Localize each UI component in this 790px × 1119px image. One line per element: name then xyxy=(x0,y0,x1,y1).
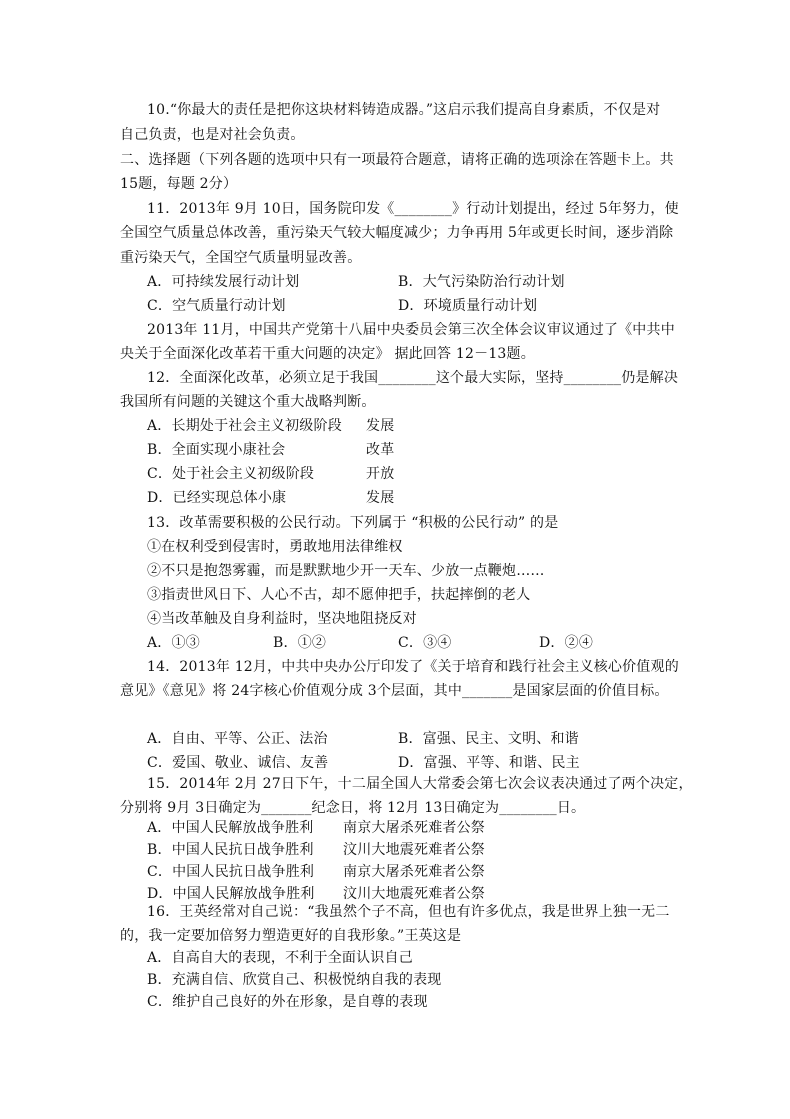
option-q12_options-answer: 发展 xyxy=(366,490,395,506)
option-q13: A．①③ xyxy=(147,635,200,651)
text-line: 重污染天气，全国空气质量明显改善。 xyxy=(120,250,362,266)
text-line: ④当改革触及自身利益时，坚决地阻挠反对 xyxy=(147,611,417,627)
option-q12_options: A．长期处于社会主义初级阶段 xyxy=(147,418,342,434)
text-line: 分别将 9月 3日确定为_______纪念日，将 12月 13日确定为________日。 xyxy=(120,800,586,816)
option-q14: D．富强、平等、和谐、民主 xyxy=(398,755,580,771)
option-q15_options-answer: 汶川大地震死难者公祭 xyxy=(343,842,485,858)
text-line: 10.“你最大的责任是把你这块材料铸造成器。”这启示我们提高自身素质，不仅是对 xyxy=(147,102,661,118)
option-q13: D．②④ xyxy=(539,635,594,651)
text-line: 16．王英经常对自己说：“我虽然个子不高，但也有许多优点，我是世界上独一无二 xyxy=(147,904,670,920)
text-line: 自己负责，也是对社会负责。 xyxy=(120,127,305,143)
option-q11: C．空气质量行动计划 xyxy=(147,298,286,314)
text-line: 13．改革需要积极的公民行动。下列属于 “积极的公民行动” 的是 xyxy=(147,515,559,531)
option-q12_options-answer: 改革 xyxy=(366,442,395,458)
option-q14: B．富强、民主、文明、和谐 xyxy=(398,731,579,747)
text-line: C．维护自己良好的外在形象，是自尊的表现 xyxy=(147,994,428,1010)
option-q15_options-answer: 南京大屠杀死难者公祭 xyxy=(343,864,485,880)
option-q12_options-answer: 发展 xyxy=(366,418,395,434)
text-line: ③指责世风日下、人心不古，却不愿伸把手，扶起摔倒的老人 xyxy=(147,587,531,603)
option-q12_options: B．全面实现小康社会 xyxy=(147,442,286,458)
option-q14: C．爱国、敬业、诚信、友善 xyxy=(147,755,329,771)
option-q12_options: C．处于社会主义初级阶段 xyxy=(147,466,315,482)
text-line: 11．2013年 9月 10日，国务院印发《________》行动计划提出，经过 5年努力，使 xyxy=(147,201,679,217)
text-line: 央关于全面深化改革若干重大问题的决定》 据此回答 12－13题。 xyxy=(120,346,535,362)
option-q11: B．大气污染防治行动计划 xyxy=(398,274,565,290)
option-q15_options: B．中国人民抗日战争胜利 xyxy=(147,842,314,858)
option-q14: A．自由、平等、公正、法治 xyxy=(147,731,328,747)
option-q15_options: C．中国人民抗日战争胜利 xyxy=(147,864,315,880)
text-line: 全国空气质量总体改善，重污染天气较大幅度减少；力争再用 5年或更长时间，逐步消除 xyxy=(120,225,674,241)
text-line: 15．2014年 2月 27日下午，十二届全国人大常委会第七次会议表决通过了两个决定， xyxy=(147,776,693,792)
option-q12_options-answer: 开放 xyxy=(366,466,395,482)
text-line: 14．2013年 12月，中共中央办公厅印发了《关于培育和践行社会主义核心价值观的 xyxy=(147,659,679,675)
option-q11: D．环境质量行动计划 xyxy=(398,298,538,314)
text-line: ②不只是抱怨雾霾，而是默默地少开一天车、少放一点鞭炮…… xyxy=(147,563,545,579)
option-q15_options: A．中国人民解放战争胜利 xyxy=(147,820,314,836)
option-q13: C．③④ xyxy=(398,635,452,651)
text-line: ①在权利受到侵害时，勇敢地用法律维权 xyxy=(147,539,403,555)
text-line: 12．全面深化改革，必须立足于我国________这个最大实际，坚持________仍是解决 xyxy=(147,370,679,386)
text-line: 的，我一定要加倍努力塑造更好的自我形象。”王英这是 xyxy=(120,928,462,944)
text-line: 意见》《意见》将 24字核心价值观分成 3个层面，其中_______是国家层面的价值目标。 xyxy=(120,683,669,699)
text-line: 2013年 11月，中国共产党第十八届中央委员会第三次全体会议审议通过了《中共中 xyxy=(147,322,675,338)
option-q12_options: D．已经实现总体小康 xyxy=(147,490,287,506)
option-q11: A．可持续发展行动计划 xyxy=(147,274,300,290)
text-line: B．充满自信、欣赏自己、积极悦纳自我的表现 xyxy=(147,972,442,988)
option-q13: B．①② xyxy=(273,635,327,651)
text-line: A．自高自大的表现，不利于全面认识自己 xyxy=(147,950,413,966)
text-line: 二、选择题（下列各题的选项中只有一项最符合题意，请将正确的选项涂在答题卡上。共 xyxy=(120,152,674,168)
option-q15_options-answer: 汶川大地震死难者公祭 xyxy=(343,886,485,902)
option-q15_options: D．中国人民解放战争胜利 xyxy=(147,886,315,902)
text-line: 我国所有问题的关键这个重大战略判断。 xyxy=(120,394,376,410)
option-q15_options-answer: 南京大屠杀死难者公祭 xyxy=(343,820,485,836)
text-line: 15题，每题 2分） xyxy=(120,176,238,192)
